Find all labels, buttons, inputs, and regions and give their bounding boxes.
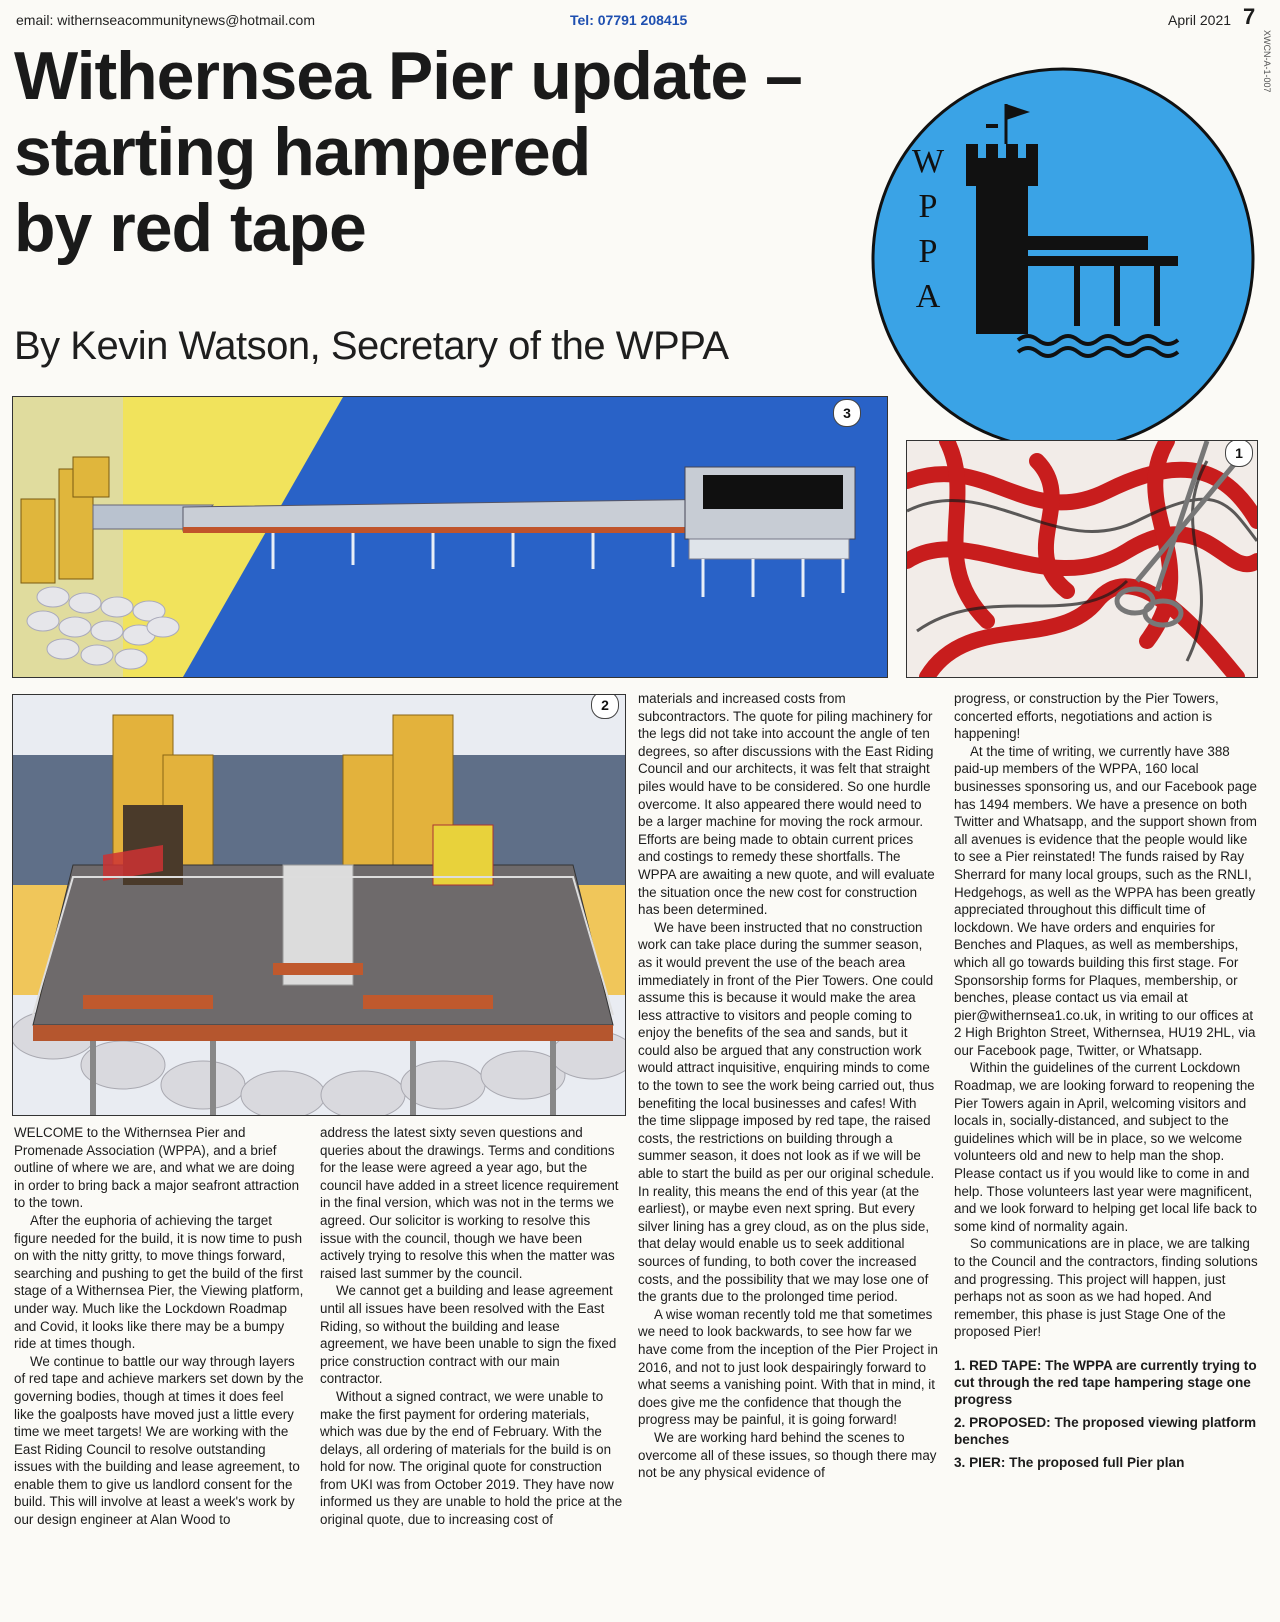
paragraph: After the euphoria of achieving the target figure needed for the build, it is now time to push on with the nitty gritty, to move things forward, searching and pushing to get the build of the first stage of a Withernsea Pier, the Viewing platform, under way. Much like the Lockdown Roadmap and Covid, it looks like there may be a bumpy ride at times though. [14,1212,304,1352]
paragraph: address the latest sixty seven questions and queries about the drawings. Terms and conditions for the lease were agreed a year ago, but the council have added in a street licence requirement in the final version, which was not in the terms we agreed. Our solicitor is working to resolve this issue with the council, though we have been actively trying to resolve this when the matter was raised last summer by the council. [320,1125,619,1281]
figure-1-number: 1 [1225,440,1253,467]
headline-line-3: by red tape [14,190,366,266]
caption-red-tape: 1. RED TAPE: The WPPA are currently trying to cut through the red tape hampering stage one progress [954,1357,1257,1407]
header-date: April 2021 [1168,12,1232,28]
header-email: email: withernseacommunitynews@hotmail.com [16,12,315,28]
headline-line-1: Withernsea Pier update – [14,38,802,114]
article-column-1 [14,1124,306,1529]
byline: By Kevin Watson, Secretary of the WPPA [14,324,729,368]
pier-plan-render [13,397,887,677]
paragraph: A wise woman recently told me that sometimes we need to look backwards, to see how far we have come from the inception of the Pier Project in 2016, and not to just look despairingly forward to what seems a vanishing point. With that in mind, it does give me the confidence that though the progress may be painful, it is going forward! [638,1306,938,1428]
paragraph: We cannot get a building and lease agreement until all issues have been resolved with the East Riding, so without the building and lease agreement, we have been unable to sign the fixed price construction contract with our main contractor. [320,1283,617,1387]
paragraph: progress, or construction by the Pier Towers, concerted efforts, negotiations and action is happening! [954,691,1219,742]
figure-viewing-platform [12,694,626,1116]
header-telephone: Tel: 07791 208415 [570,12,688,28]
figure-pier-plan [12,396,888,678]
caption-proposed: 2. PROPOSED: The proposed viewing platform benches [954,1414,1257,1447]
headline [14,38,854,266]
side-code: XWCN-A-1-007 [1262,30,1272,93]
logo-letter-p2: P [918,233,938,270]
logo-letter-a: A [915,278,941,315]
paragraph: We have been instructed that no construction work can take place during the summer season, as it would prevent the use of the beach area immediately in front of the Pier Towers. One could assume this is because it would make the area less attractive to visitors and people coming to enjoy the benefits of the sea and sands, but it could also be argued that any construction work would attract inquisitive, enquiring minds to come to the town to see the work being carried out, thus benefiting the local businesses and cafes! With the time slippage imposed by red tape, the raised costs, the restrictions on building through a summer season, it does not look as if we will be able to start the build as per our original schedule. In reality, this means the end of this year (at the earliest), or maybe even next spring. But every silver lining has a grey cloud, as on the plus side, that delay would enable us to seek additional sources of funding, to both cover the increased costs, and the possibility that we may lose one of the grants due to the prolonged time period. [638,919,935,1305]
paragraph: So communications are in place, we are talking to the Council and the contractors, finding solutions and progressing. This project will happen, just perhaps not as soon as we had hoped. And remember, this phase is just Stage One of the proposed Pier! [954,1236,1258,1340]
page-number: 7 [1243,4,1256,29]
viewing-platform-render [13,695,625,1115]
paragraph: WELCOME to the Withernsea Pier and Promenade Association (WPPA), and a brief outline of where we are, and what we are doing in order to bring back a major seafront attraction to the town. [14,1125,300,1211]
paragraph: We are working hard behind the scenes to overcome all of these issues, so though there may not be any physical evidence of [638,1429,937,1481]
paragraph: We continue to battle our way through layers of red tape and achieve markers set down by the governing bodies, though at times it does feel like the goalposts have moved just a little every time we meet targets! We are working with the East Riding Council to resolve outstanding issues with the building and lease agreement, to enable them to give us landlord consent for the build. This will involve at least a week's work by our design engineer at Alan Wood to [14,1353,304,1528]
figure-3-number: 3 [833,399,861,427]
caption-pier: 3. PIER: The proposed full Pier plan [954,1454,1185,1470]
paragraph: Without a signed contract, we were unable to make the first payment for ordering materials, which was due by the end of February. With the delays, all ordering of materials for the build is on hold for now. The original quote for construction from UKI was from October 2019. They have now informed us they are unable to hold the price at the original quote, due to increasing cost of [320,1388,623,1528]
paragraph: At the time of writing, we currently have 388 paid-up members of the WPPA, 160 local businesses sponsoring us, and our Facebook page has 1494 members. We have a presence on both Twitter and Whatsapp, and the support shown from all avenues is evidence that the people would like to see a Pier reinstated! The funds raised by Ray Sherrard for many local groups, such as the RNLI, Hedgehogs, as well as the WPPA has been greatly appreciated throughout this difficult time of lockdown. We have orders and enquiries for Benches and Plaques, as well as memberships, which all go towards building this first stage. For Sponsorship forms for Plaques, membership, or benches, please contact us via email at pier@withernsea1.co.uk, in writing to our offices at 2 High Brighton Street, Withernsea, HU19 2HL, via our Facebook page, Twitter, or Whatsapp. [954,743,1257,1058]
wppa-logo [868,64,1258,454]
logo-letter-p1: P [918,188,938,225]
figure-2-number: 2 [591,694,619,719]
paragraph: materials and increased costs from subcontractors. The quote for piling machinery for the legs did not take into account the angle of ten degrees, so after discussions with the East Riding Council and our architects, it was felt that straight piles would have to be considered. So one hurdle overcome. It also appeared there would need to be a larger machine for moving the rock armour. Efforts are being made to obtain current prices and costings to remedy these shortfalls. The WPPA are awaiting a new quote, and will evaluate the situation once the new cost for construction has been determined. [638,691,935,918]
article-column-4 [954,690,1258,1477]
paragraph: Within the guidelines of the current Lockdown Roadmap, we are looking forward to reopening the Pier Towers again in April, welcoming visitors and locals in, socially-distanced, and subject to the guidelines which will be in place, so we welcome volunteers old and new to help man the shop. Please contact us if you would like to come in and help. Those volunteers last year were magnificent, and we look forward to helping get local life back to some kind of normality again. [954,1060,1257,1234]
red-tape-scissors-illustration [907,441,1257,677]
article-column-2 [320,1124,624,1529]
figure-red-tape [906,440,1258,678]
headline-line-2: starting hampered [14,114,591,190]
logo-letter-w: W [911,143,945,180]
article-column-3 [638,690,938,1482]
